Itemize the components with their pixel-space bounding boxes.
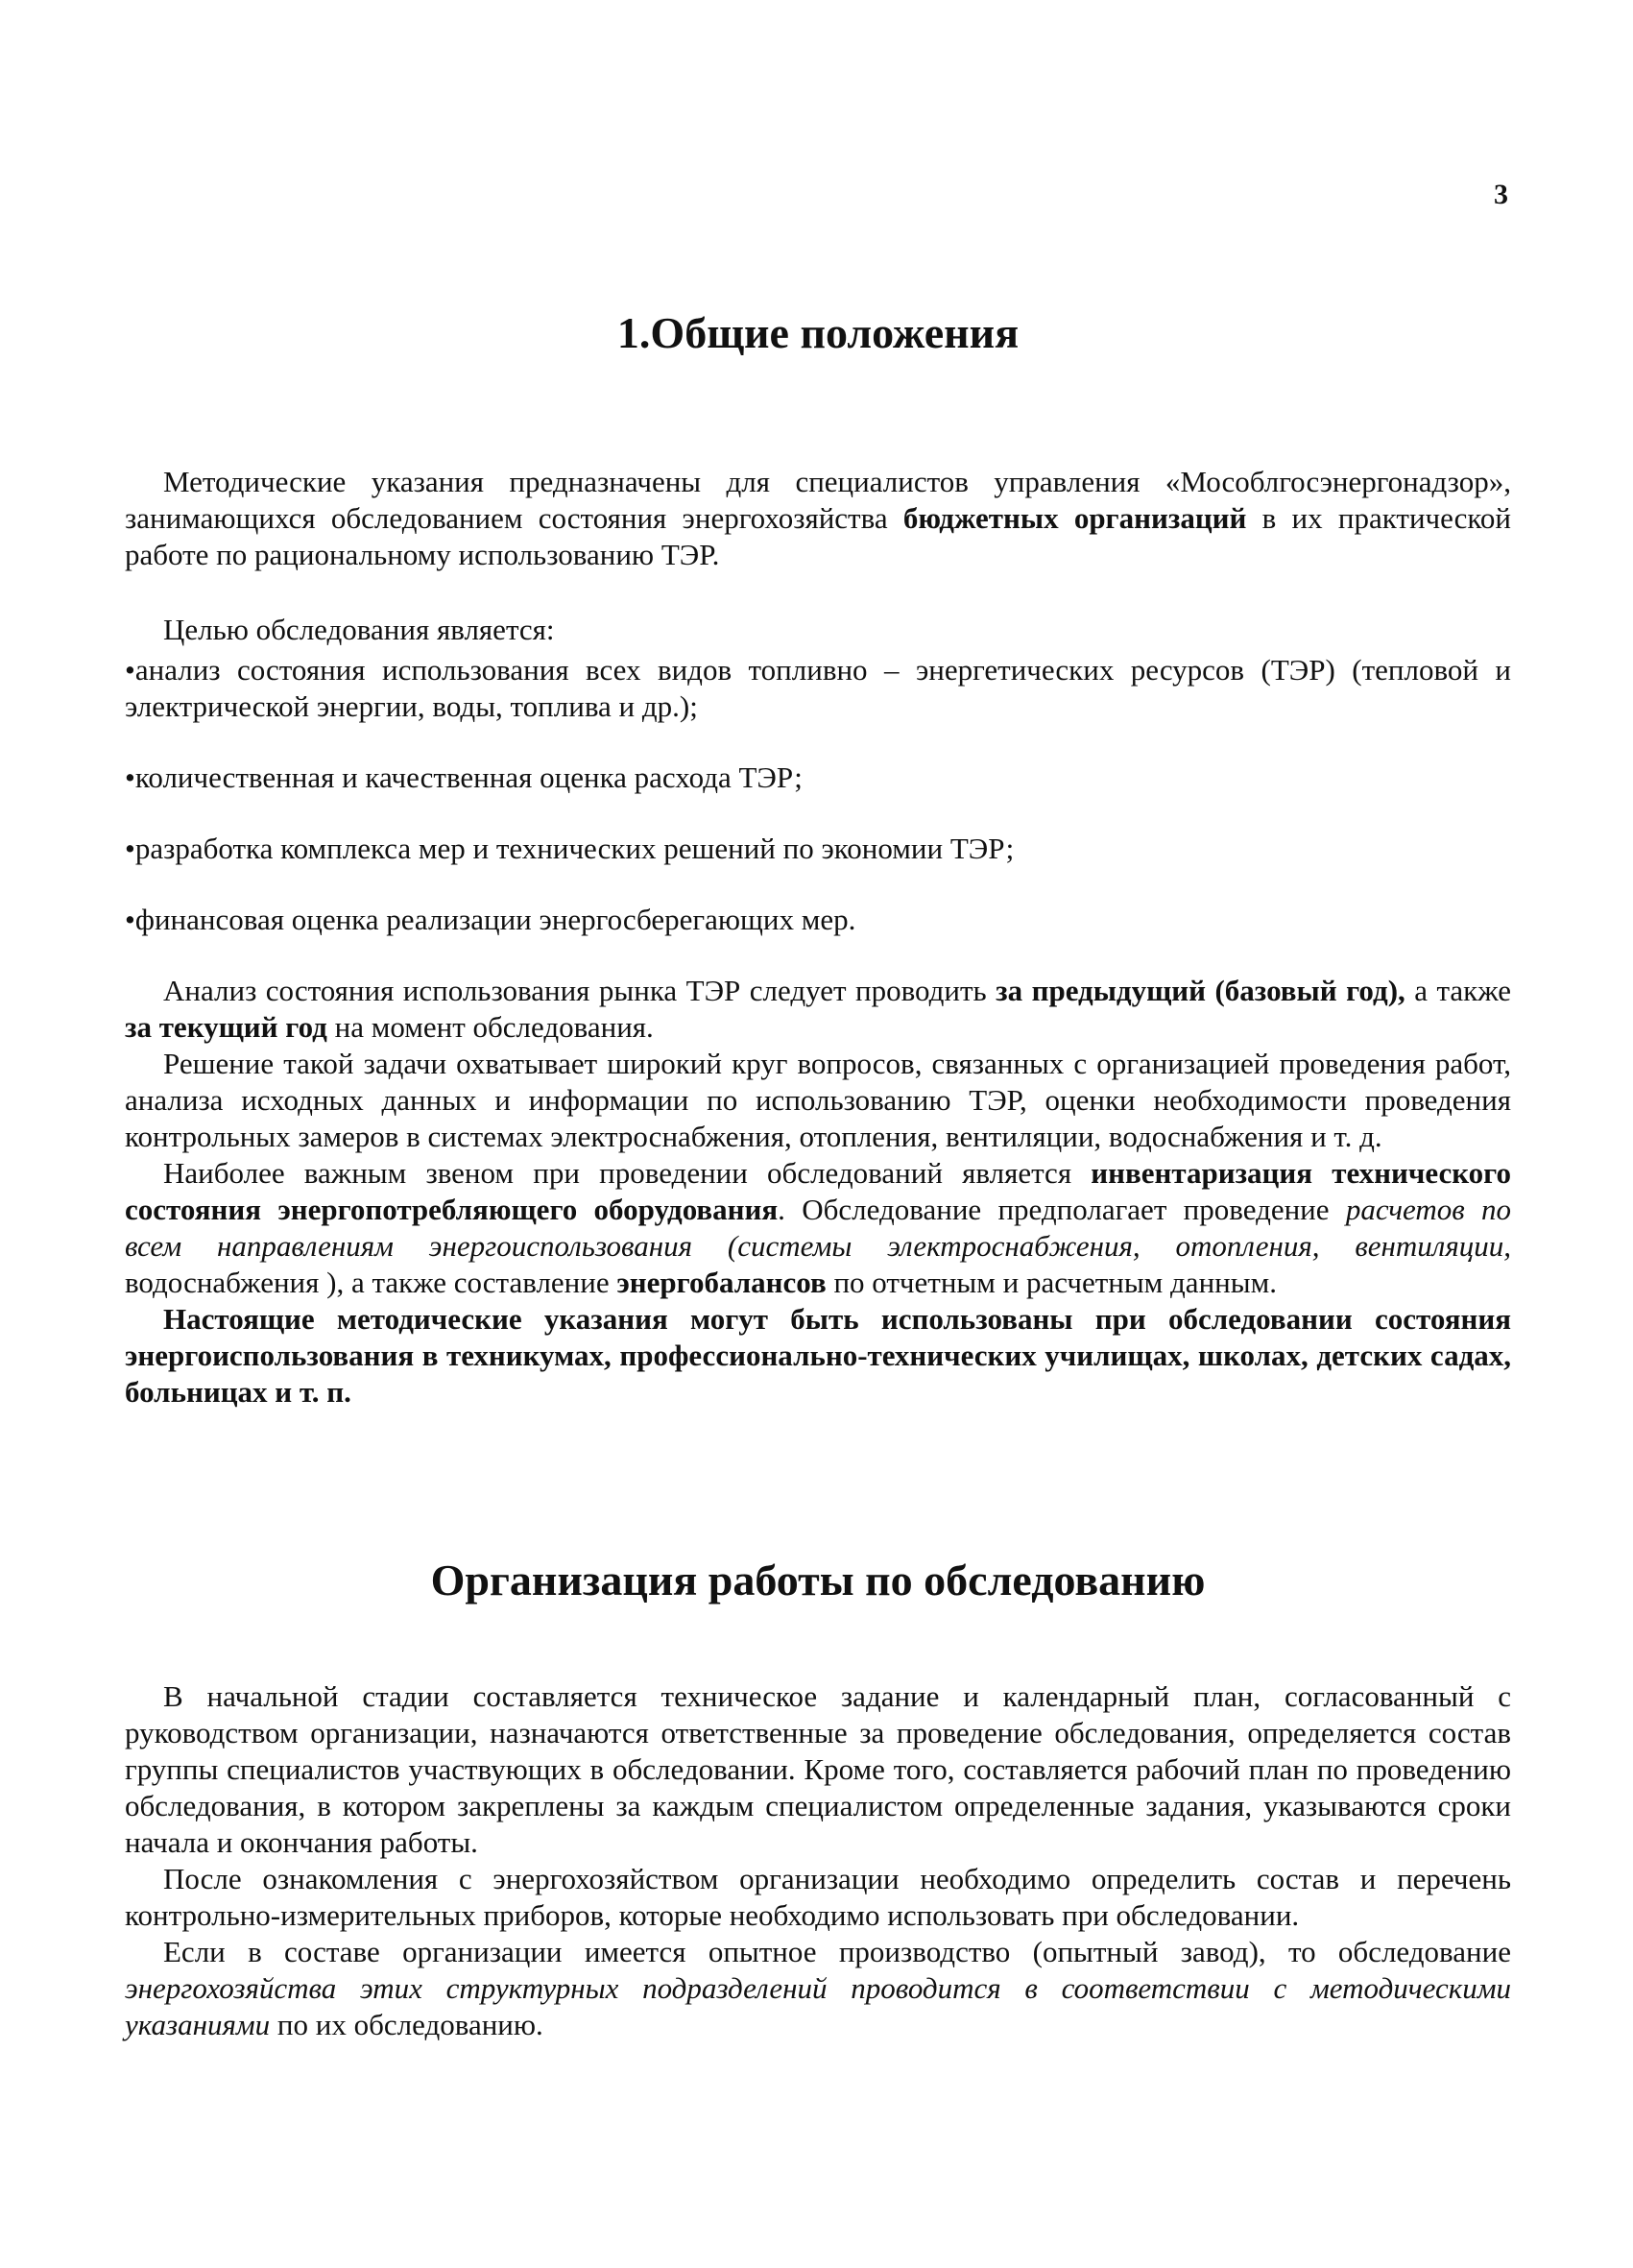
goal-item: • анализ состояния использования всех видов топливно – энергетических ресурсов (ТЭР) (тепловой и электрической энергии, воды, топлива и др.); [125, 652, 1511, 725]
applicability-bold: Настоящие методические указания могут быть использованы при обследовании состояния энергоиспользования в техникумах, профессионально-технических училищах, школах, детских садах, больницах и т. п. [125, 1302, 1511, 1409]
analysis-text: Анализ состояния использования рынка ТЭР следует проводить [163, 974, 997, 1007]
page-number: 3 [1494, 179, 1508, 210]
goal-item: • финансовая оценка реализации энергосберегающих мер. [125, 902, 1511, 938]
pilot-production-paragraph [125, 1934, 1511, 2043]
intro-text: Методические указания предназначены для специалистов управления «Мособлгосэнергонадзор», занимающихся обследованием состояния энергохозяйства [125, 465, 1511, 535]
inventory-text: водоснабжения ), а также составление [125, 1266, 617, 1299]
goal-item: • разработка комплекса мер и технических решений по экономии ТЭР; [125, 831, 1511, 867]
inventory-bold: инвентаризация технического состояния энергопотребляющего оборудования [125, 1156, 1511, 1226]
intro-bold: бюджетных организаций [902, 501, 1247, 535]
inventory-text: . Обследование предполагает проведение [778, 1193, 1346, 1226]
inventory-italic: расчетов по всем направлениям энергоиспользования (системы электроснабжения, отопления, вентиляции, [125, 1193, 1511, 1263]
analysis-bold-period: за предыдущий (базовый год), [996, 974, 1405, 1007]
inventory-text: по отчетным и расчетным данным. [826, 1266, 1277, 1299]
goal-heading: Целью обследования является: [163, 613, 555, 646]
instruments-paragraph: После ознакомления с энергохозяйством организации необходимо определить состав и перечень контрольно-измерительных приборов, которые необходимо использовать при обследовании. [125, 1862, 1511, 1932]
inventory-text: Наиболее важным звеном при проведении обследований является [163, 1156, 1092, 1190]
pilot-italic: энергохозяйства этих структурных подразделений проводится в соответствии с методическими указаниями [125, 1971, 1511, 2041]
section-1-title: 1.Общие положения [616, 308, 1020, 357]
section-2-title: Организация работы по обследованию [430, 1556, 1206, 1604]
analysis-text: а также [1405, 974, 1511, 1007]
pilot-text: Если в составе организации имеется опытное производство (опытный завод), то обследование [163, 1935, 1511, 1968]
goal-item: • количественная и качественная оценка расхода ТЭР; [125, 760, 1511, 796]
analysis-text: на момент обследования. [326, 1010, 654, 1044]
analysis-bold-current: за текущий год [125, 1010, 327, 1044]
intro-paragraph [125, 464, 1511, 573]
intro-text-end: в их практической работе по рациональному использованию ТЭР. [125, 501, 1511, 571]
analysis-paragraph [125, 973, 1511, 1046]
document-body [125, 307, 1511, 2043]
inventory-paragraph [125, 1155, 1511, 1301]
planning-paragraph: В начальной стадии составляется техническое задание и календарный план, согласованный с руководством организации, назначаются ответственные за проведение обследования, определяется состав группы специалистов участвующих в обследовании. Кроме того, составляется рабочий план по проведению обследования, в котором закреплены за каждым специалистом определенные задания, указываются сроки начала и окончания работы. [125, 1679, 1511, 1859]
inventory-bold-balances: энергобалансов [616, 1266, 827, 1299]
solution-paragraph: Решение такой задачи охватывает широкий круг вопросов, связанных с организацией проведения работ, анализа исходных данных и информации по использованию ТЭР, оценки необходимости проведения контрольных замеров в системах электроснабжения, отопления, вентиляции, водоснабжения и т. д. [125, 1047, 1511, 1153]
pilot-text-end: по их обследованию. [270, 2008, 543, 2041]
applicability-paragraph [125, 1301, 1511, 1411]
